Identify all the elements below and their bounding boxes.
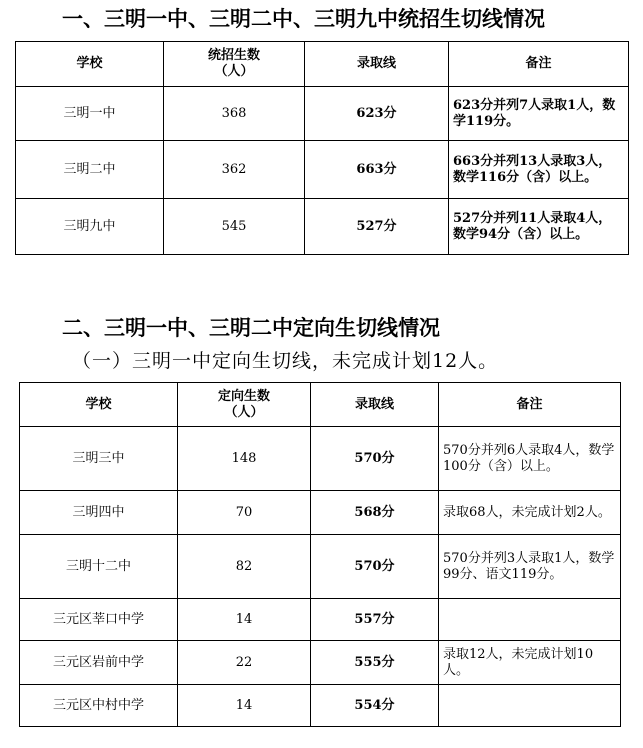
table-row [16, 87, 629, 141]
cell-score: 570分 [311, 535, 439, 599]
table-row [20, 641, 621, 685]
cell-school: 三元区莘口中学 [20, 599, 178, 641]
cell-score: 555分 [311, 641, 439, 685]
cell-note: 570分并列6人录取4人，数学100分（含）以上。 [439, 427, 621, 491]
cell-count: 22 [178, 641, 311, 685]
cell-note: 623分并列7人录取1人，数学119分。 [449, 87, 629, 141]
cell-school: 三明三中 [20, 427, 178, 491]
table-row [16, 141, 629, 199]
table-row [20, 535, 621, 599]
section2-subtitle: （一）三明一中定向生切线，未完成计划12人。 [72, 350, 499, 372]
cell-note [439, 685, 621, 727]
cell-score: 554分 [311, 685, 439, 727]
cell-school: 三明十二中 [20, 535, 178, 599]
cell-score: 663分 [305, 141, 449, 199]
cell-note: 663分并列13人录取3人，数学116分（含）以上。 [449, 141, 629, 199]
table-header-row [20, 383, 621, 427]
header-school: 学校 [20, 383, 178, 427]
header-school: 学校 [16, 42, 164, 87]
header-score: 录取线 [305, 42, 449, 87]
table-row [20, 491, 621, 535]
table-row [16, 199, 629, 255]
table-row [20, 599, 621, 641]
cell-school: 三明二中 [16, 141, 164, 199]
cell-school: 三明九中 [16, 199, 164, 255]
cell-note: 570分并列3人录取1人，数学99分、语文119分。 [439, 535, 621, 599]
table-row [20, 427, 621, 491]
cell-school: 三元区中村中学 [20, 685, 178, 727]
cell-count: 362 [164, 141, 305, 199]
header-count [164, 42, 305, 87]
header-count-line1: 定向生数 [217, 388, 270, 404]
header-count-line2: （人） [224, 404, 264, 420]
cell-count: 82 [178, 535, 311, 599]
header-count [178, 383, 311, 427]
header-count-line2: （人） [214, 64, 254, 79]
cell-count: 14 [178, 685, 311, 727]
cell-count: 70 [178, 491, 311, 535]
cell-note: 527分并列11人录取4人，数学94分（含）以上。 [449, 199, 629, 255]
section1-table [15, 41, 629, 255]
cell-count: 148 [178, 427, 311, 491]
cell-score: 570分 [311, 427, 439, 491]
header-note: 备注 [449, 42, 629, 87]
cell-score: 568分 [311, 491, 439, 535]
cell-count: 14 [178, 599, 311, 641]
cell-note: 录取68人，未完成计划2人。 [439, 491, 621, 535]
cell-count: 545 [164, 199, 305, 255]
cell-school: 三明四中 [20, 491, 178, 535]
cell-note [439, 599, 621, 641]
header-score: 录取线 [311, 383, 439, 427]
section2-title: 二、三明一中、三明二中定向生切线情况 [62, 315, 440, 340]
table-header-row [16, 42, 629, 87]
cell-score: 527分 [305, 199, 449, 255]
header-note: 备注 [439, 383, 621, 427]
cell-school: 三元区岩前中学 [20, 641, 178, 685]
cell-score: 557分 [311, 599, 439, 641]
header-count-line1: 统招生数 [207, 48, 260, 63]
section2-table [19, 382, 621, 727]
cell-score: 623分 [305, 87, 449, 141]
cell-count: 368 [164, 87, 305, 141]
cell-note: 录取12人，未完成计划10人。 [439, 641, 621, 685]
table-row [20, 685, 621, 727]
section1-title: 一、三明一中、三明二中、三明九中统招生切线情况 [62, 6, 545, 31]
cell-school: 三明一中 [16, 87, 164, 141]
